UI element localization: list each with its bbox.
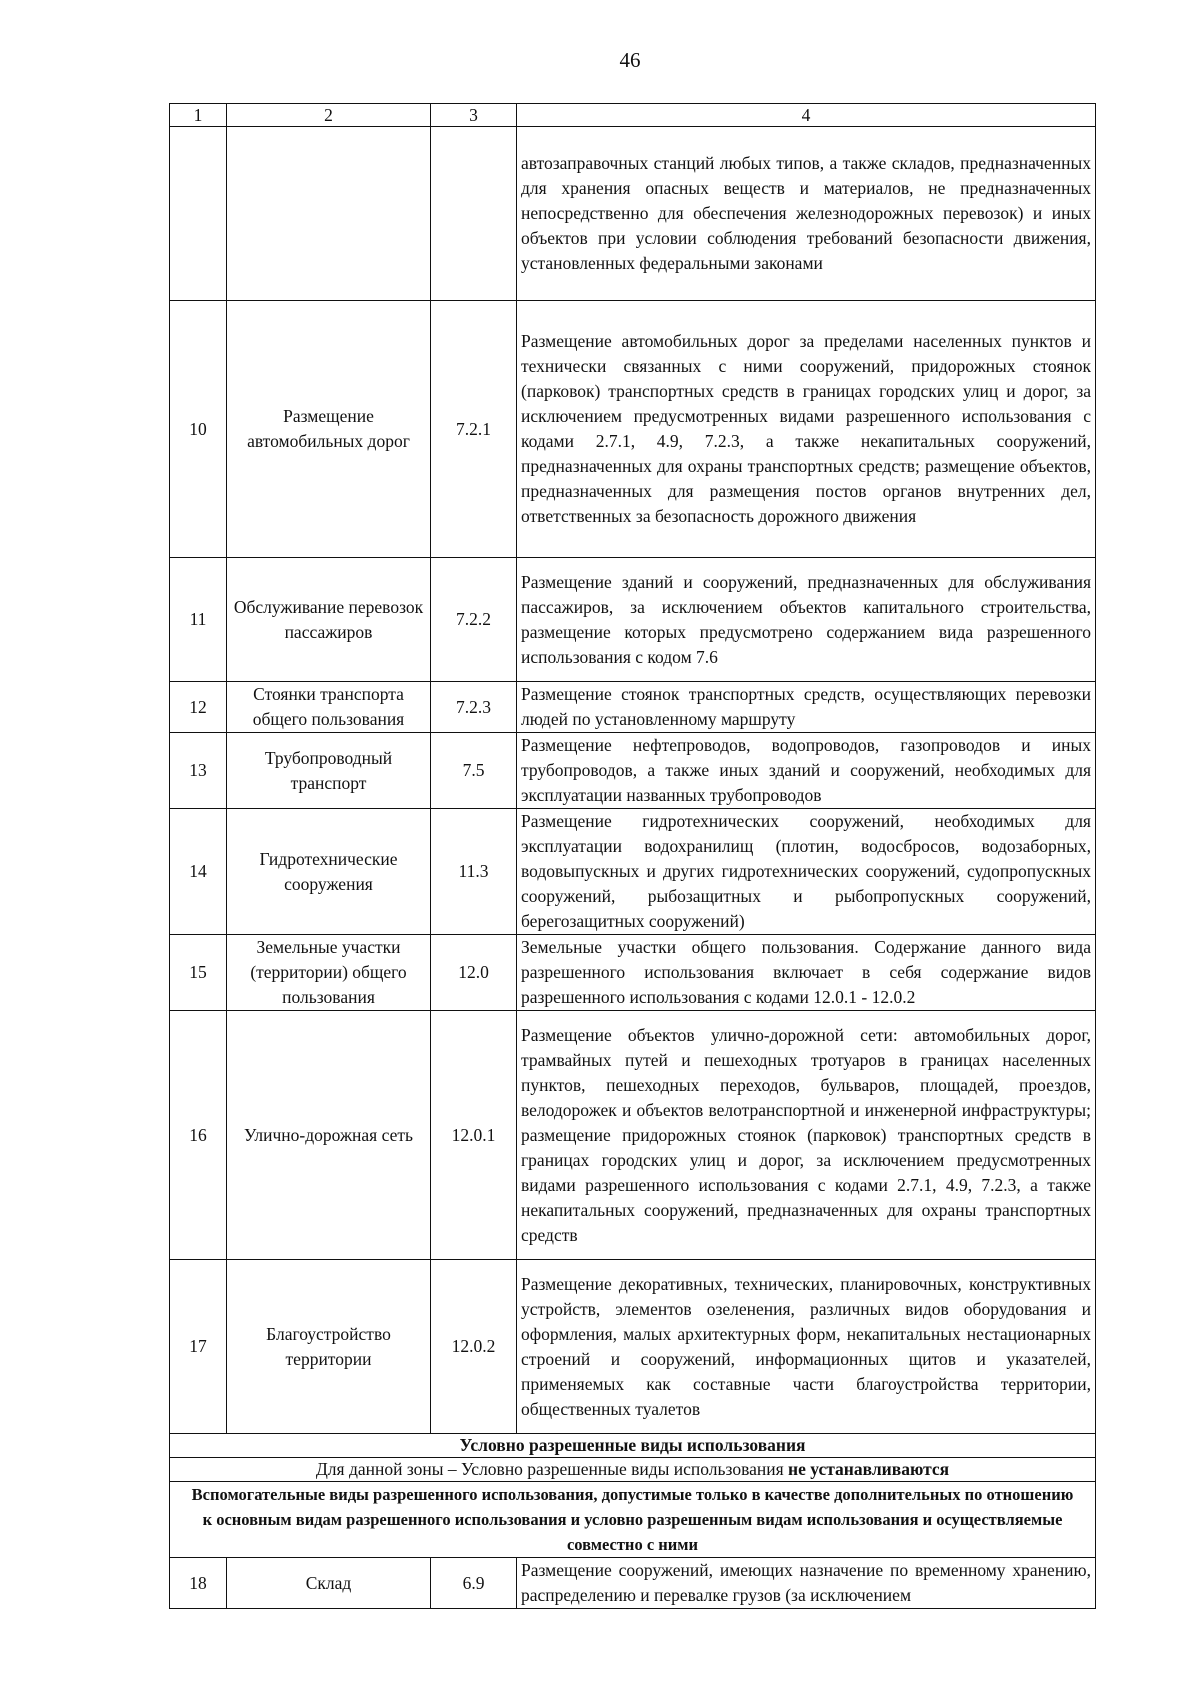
use-description: Размещение объектов улично-дорожной сети: автомобильных дорог, трамвайных путей и пешеходных тротуаров в границах населенных пунктов, пешеходных переходов, бульваров, площадей, проездов, велодорожек и объектов велотранспортной и инженерной инфраструктуры; размещение придорожных стоянок (парковок) транспортных средств в границах городских улиц и дорог, за исключением предусмотренных видами разрешенного использования с кодами 2.7.1, 4.9, 7.2.3, а также некапитальных сооружений, предназначенных для охраны транспортных средств (517, 1011, 1096, 1260)
use-code: 12.0.2 (431, 1260, 517, 1434)
row-number: 18 (170, 1558, 227, 1609)
use-code: 7.2.2 (431, 558, 517, 682)
table-row (170, 558, 1096, 682)
use-name: Трубопроводный транспорт (227, 733, 431, 809)
row-number: 17 (170, 1260, 227, 1434)
table-row (170, 1260, 1096, 1434)
use-code: 7.2.1 (431, 301, 517, 558)
row-number: 13 (170, 733, 227, 809)
use-name: Размещение автомобильных дорог (227, 301, 431, 558)
col-header-2: 2 (227, 104, 431, 127)
auxiliary-heading-row (170, 1482, 1096, 1558)
use-name: Стоянки транспорта общего пользования (227, 682, 431, 733)
use-code: 11.3 (431, 809, 517, 935)
conditional-heading: Условно разрешенные виды использования (170, 1434, 1096, 1458)
use-code: 7.5 (431, 733, 517, 809)
use-description: Размещение нефтепроводов, водопроводов, газопроводов и иных трубопроводов, а также иных зданий и сооружений, необходимых для эксплуатации названных трубопроводов (517, 733, 1096, 809)
land-use-table (169, 103, 1096, 1609)
row-number: 11 (170, 558, 227, 682)
table-row (170, 809, 1096, 935)
col-header-4: 4 (517, 104, 1096, 127)
row-number: 10 (170, 301, 227, 558)
use-name: Гидротехнические сооружения (227, 809, 431, 935)
auxiliary-heading: Вспомогательные виды разрешенного использования, допустимые только в качестве дополнительных по отношению к основным видам разрешенного использования и условно разрешенным видам использования и осуществляемые совместно с ними (170, 1482, 1096, 1558)
page-number: 46 (619, 48, 641, 72)
use-description: Размещение сооружений, имеющих назначение по временному хранению, распределению и перевалке грузов (за исключением (517, 1558, 1096, 1609)
use-code: 12.0 (431, 935, 517, 1011)
use-name: Обслуживание перевозок пассажиров (227, 558, 431, 682)
use-description: Размещение автомобильных дорог за пределами населенных пунктов и технически связанных с ними сооружений, придорожных стоянок (парковок) транспортных средств в границах городских улиц и дорог, за исключением предусмотренных видами разрешенного использования с кодами 2.7.1, 4.9, 7.2.3, а также некапитальных сооружений, предназначенных для охраны транспортных средств; размещение объектов, предназначенных для размещения постов органов внутренних дел, ответственных за безопасность дорожного движения (517, 301, 1096, 558)
col-header-1: 1 (170, 104, 227, 127)
col-header-3: 3 (431, 104, 517, 127)
use-description: Размещение декоративных, технических, планировочных, конструктивных устройств, элементов озеленения, различных видов оборудования и оформления, малых архитектурных форм, некапитальных нестационарных строений и сооружений, информационных щитов и указателей, применяемых как составные части благоустройства территории, общественных туалетов (517, 1260, 1096, 1434)
row-number: 15 (170, 935, 227, 1011)
use-name: Склад (227, 1558, 431, 1609)
conditional-note (170, 1458, 1096, 1482)
row-number: 16 (170, 1011, 227, 1260)
row-number: 12 (170, 682, 227, 733)
table-row (170, 682, 1096, 733)
table-row (170, 301, 1096, 558)
use-description: Земельные участки общего пользования. Содержание данного вида разрешенного использования включает в себя содержание видов разрешенного использования с кодами 12.0.1 - 12.0.2 (517, 935, 1096, 1011)
row-number: 14 (170, 809, 227, 935)
use-description: Размещение гидротехнических сооружений, необходимых для эксплуатации водохранилищ (плотин, водосбросов, водозаборных, водовыпускных и других гидротехнических сооружений, судопропускных сооружений, рыбозащитных и рыбопропускных сооружений, берегозащитных сооружений) (517, 809, 1096, 935)
use-code: 12.0.1 (431, 1011, 517, 1260)
conditional-note-text: Для данной зоны – Условно разрешенные виды использования (315, 1459, 789, 1479)
use-description: Размещение стоянок транспортных средств, осуществляющих перевозки людей по установленному маршруту (517, 682, 1096, 733)
table-row (170, 1558, 1096, 1609)
use-name: Земельные участки (территории) общего пользования (227, 935, 431, 1011)
header-row (170, 104, 1096, 127)
use-name: Улично-дорожная сеть (227, 1011, 431, 1260)
conditional-note-row (170, 1458, 1096, 1482)
continuation-text: автозаправочных станций любых типов, а также складов, предназначенных для хранения опасных веществ и материалов, не предназначенных непосредственно для обеспечения железнодорожных перевозок) и иных объектов при условии соблюдения требований безопасности движения, установленных федеральными законами (517, 127, 1096, 301)
continuation-row (170, 127, 1096, 301)
table-row (170, 733, 1096, 809)
use-name: Благоустройство территории (227, 1260, 431, 1434)
use-code: 7.2.3 (431, 682, 517, 733)
conditional-note-bold: не устанавливаются (788, 1459, 950, 1479)
table-row (170, 1011, 1096, 1260)
use-code: 6.9 (431, 1558, 517, 1609)
use-description: Размещение зданий и сооружений, предназначенных для обслуживания пассажиров, за исключением объектов капитального строительства, размещение которых предусмотрено содержанием вида разрешенного использования с кодом 7.6 (517, 558, 1096, 682)
table-row (170, 935, 1096, 1011)
conditional-heading-row (170, 1434, 1096, 1458)
